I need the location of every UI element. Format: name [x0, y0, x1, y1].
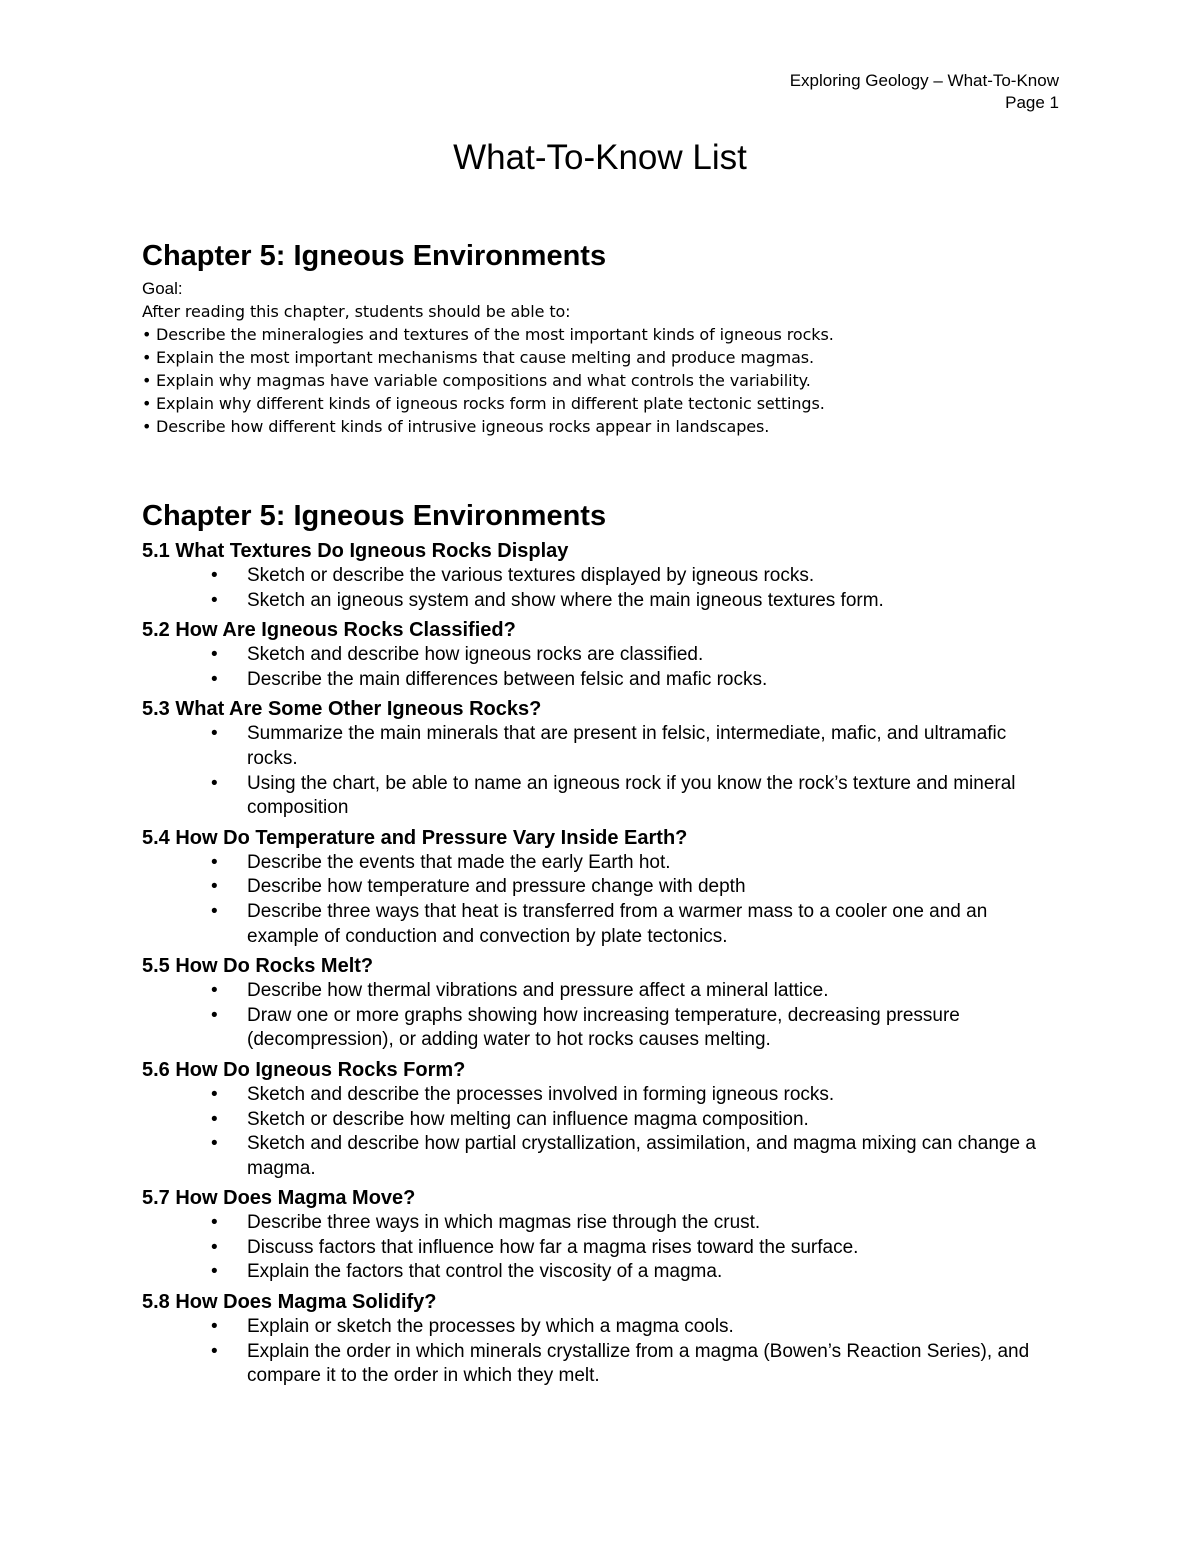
list-item: • Explain the order in which minerals crystallize from a magma (Bowen’s Reaction Series), and compare it to the order in which they melt. [211, 1340, 1030, 1387]
document-title: What-To-Know List [453, 138, 747, 177]
bullet-icon: • [211, 876, 218, 898]
bullet-icon: • [211, 980, 218, 1002]
chapter-heading: Chapter 5: Igneous Environments [142, 500, 607, 532]
list-item: • Discuss factors that influence how far a magma rises toward the surface. [142, 1236, 1062, 1261]
bullet-icon: • [211, 1340, 218, 1362]
goal-item: • Describe the mineralogies and textures of the most important kinds of igneous rocks. [142, 325, 834, 344]
list-item: • Sketch and describe how partial crystallization, assimilation, and magma mixing can change a magma. [211, 1133, 1036, 1179]
list-item: • Sketch and describe the processes involved in forming igneous rocks. [142, 1083, 1062, 1108]
section-heading: 5.4 How Do Temperature and Pressure Vary Inside Earth? [142, 826, 688, 849]
section-heading: 5.3 What Are Some Other Igneous Rocks? [142, 698, 542, 721]
list-item: • Sketch and describe how igneous rocks are classified. [142, 643, 1062, 668]
section-bullet-list [142, 564, 1062, 613]
bullet-icon: • [211, 565, 218, 586]
section-bullet-list [142, 979, 1062, 1053]
goal-item: • Explain why different kinds of igneous rocks form in different plate tectonic settings. [142, 394, 825, 413]
bullet-icon: • [211, 1004, 218, 1026]
goal-item: • Describe how different kinds of intrusive igneous rocks appear in landscapes. [142, 417, 770, 436]
goal-block [142, 236, 1062, 438]
section-bullet-list [142, 643, 1062, 692]
bullet-icon: • [211, 1133, 218, 1155]
bullet-icon: • [142, 394, 152, 413]
list-item: • Using the chart, be able to name an igneous rock if you know the rock’s texture and mineral composition [211, 772, 1016, 819]
header-page-number: Page 1 [1005, 93, 1059, 112]
list-item: • Summarize the main minerals that are present in felsic, intermediate, mafic, and ultramafic rocks. [211, 723, 1007, 769]
list-item: • Sketch or describe how melting can influence magma composition. [142, 1108, 1062, 1133]
bullet-icon: • [211, 1261, 218, 1283]
list-item: • Describe three ways in which magmas rise through the crust. [142, 1211, 1062, 1236]
bullet-icon: • [211, 1316, 218, 1338]
list-item: • Sketch or describe the various textures displayed by igneous rocks. [142, 564, 1062, 589]
section-bullet-list [142, 1315, 1062, 1389]
bullet-icon: • [211, 900, 218, 922]
list-item: • Describe the events that made the early Earth hot. [142, 851, 1062, 876]
goal-label: Goal: [142, 279, 183, 298]
goal-item: • Explain why magmas have variable compositions and what controls the variability. [142, 371, 811, 390]
section-heading: 5.8 How Does Magma Solidify? [142, 1291, 437, 1314]
bullet-icon: • [211, 1236, 218, 1258]
bullet-icon: • [211, 668, 218, 690]
header-title: Exploring Geology – What-To-Know [789, 71, 1059, 90]
bullet-icon: • [211, 1108, 218, 1130]
list-item: • Explain the factors that control the viscosity of a magma. [142, 1260, 1062, 1285]
bullet-icon: • [211, 772, 218, 794]
list-item: • Explain or sketch the processes by which a magma cools. [142, 1315, 1062, 1340]
section-bullet-list [142, 1211, 1062, 1285]
sections-block [142, 496, 1062, 1389]
section-heading: 5.5 How Do Rocks Melt? [142, 955, 374, 978]
section-bullet-list [142, 851, 1062, 949]
bullet-icon: • [211, 589, 218, 611]
bullet-icon: • [142, 348, 152, 367]
bullet-icon: • [211, 1083, 218, 1105]
goal-list [142, 323, 1062, 438]
bullet-icon: • [142, 325, 152, 344]
list-item: • Draw one or more graphs showing how increasing temperature, decreasing pressure (decompression), or adding water to hot rocks causes melting. [211, 1004, 960, 1051]
list-item: • Describe how thermal vibrations and pressure affect a mineral lattice. [142, 979, 1062, 1004]
list-item: • Sketch an igneous system and show where the main igneous textures form. [142, 589, 1062, 614]
list-item: • Describe how temperature and pressure change with depth [142, 875, 1062, 900]
list-item: • Describe the main differences between felsic and mafic rocks. [142, 668, 1062, 693]
chapter-heading: Chapter 5: Igneous Environments [142, 240, 607, 272]
bullet-icon: • [211, 723, 218, 745]
section-heading: 5.2 How Are Igneous Rocks Classified? [142, 619, 516, 642]
page-header [790, 70, 1059, 114]
section-bullet-list [142, 722, 1062, 820]
bullet-icon: • [211, 644, 218, 666]
bullet-icon: • [142, 371, 152, 390]
bullet-icon: • [211, 851, 218, 873]
goal-item: • Explain the most important mechanisms that cause melting and produce magmas. [142, 348, 815, 367]
list-item: • Describe three ways that heat is transferred from a warmer mass to a cooler one and an example of conduction and convection by plate tectonics. [211, 900, 988, 947]
bullet-icon: • [142, 417, 152, 436]
section-heading: 5.1 What Textures Do Igneous Rocks Display [142, 540, 569, 562]
section-heading: 5.6 How Do Igneous Rocks Form? [142, 1058, 466, 1081]
section-bullet-list [142, 1083, 1062, 1181]
goal-intro: After reading this chapter, students should be able to: [142, 302, 571, 321]
section-heading: 5.7 How Does Magma Move? [142, 1187, 416, 1210]
bullet-icon: • [211, 1212, 218, 1234]
